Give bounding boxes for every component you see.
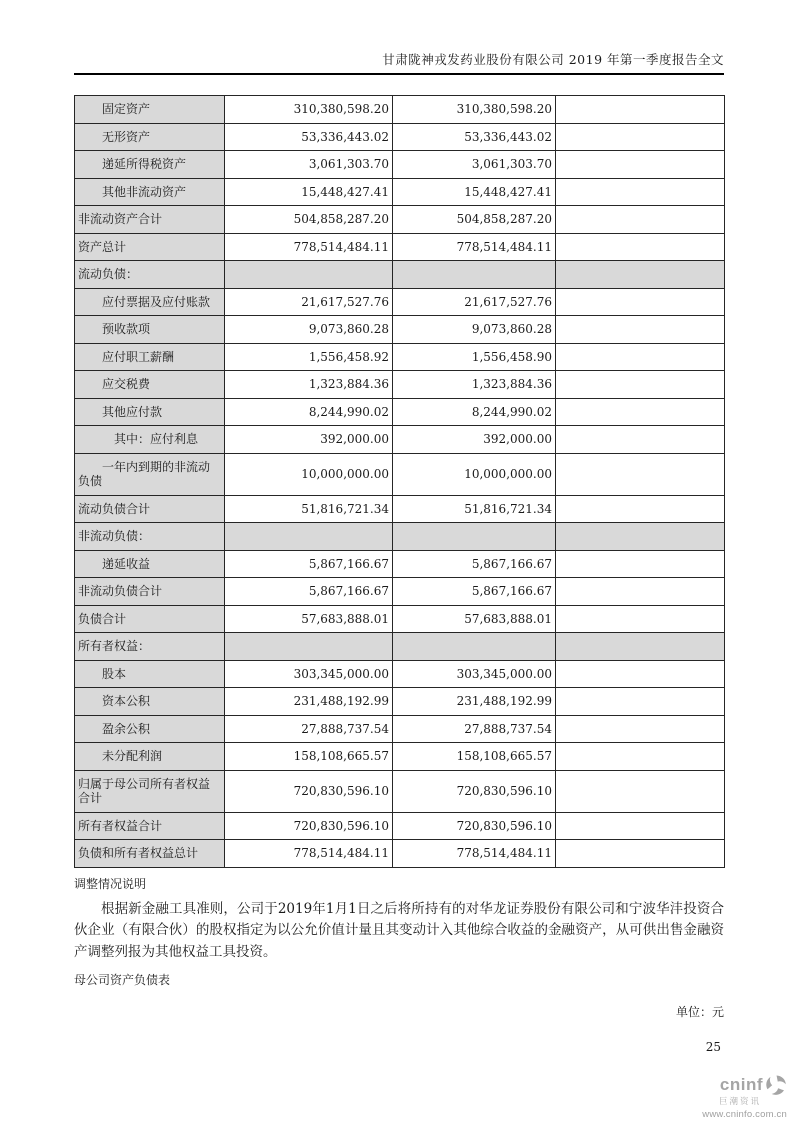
cninfo-logo — [677, 1074, 787, 1120]
value-cell: 3,061,303.70 — [225, 151, 393, 179]
row-label: 固定资产 — [75, 96, 225, 124]
value-cell: 392,000.00 — [393, 426, 556, 454]
value-cell: 778,514,484.11 — [393, 840, 556, 868]
value-cell — [225, 523, 393, 551]
value-cell — [556, 495, 725, 523]
page-number: 25 — [705, 1040, 721, 1054]
value-cell: 231,488,192.99 — [225, 688, 393, 716]
value-cell: 158,108,665.57 — [225, 743, 393, 771]
value-cell: 504,858,287.20 — [393, 206, 556, 234]
row-label: 非流动负债合计 — [75, 578, 225, 606]
value-cell: 9,073,860.28 — [393, 316, 556, 344]
value-cell: 778,514,484.11 — [225, 233, 393, 261]
adjustment-note-title: 调整情况说明 — [74, 876, 147, 891]
row-label: 股本 — [75, 660, 225, 688]
value-cell: 57,683,888.01 — [225, 605, 393, 633]
value-cell: 720,830,596.10 — [393, 770, 556, 812]
value-cell — [556, 261, 725, 289]
row-label: 流动负债合计 — [75, 495, 225, 523]
balance-sheet-body — [75, 96, 725, 868]
row-label: 归属于母公司所有者权益合计 — [75, 770, 225, 812]
table-row — [75, 660, 725, 688]
row-label: 盈余公积 — [75, 715, 225, 743]
table-row — [75, 233, 725, 261]
table-row — [75, 605, 725, 633]
table-row — [75, 398, 725, 426]
table-row — [75, 178, 725, 206]
value-cell: 5,867,166.67 — [393, 550, 556, 578]
row-label: 流动负债： — [75, 261, 225, 289]
balance-sheet-table — [74, 95, 725, 868]
table-row — [75, 288, 725, 316]
value-cell: 8,244,990.02 — [225, 398, 393, 426]
value-cell: 392,000.00 — [225, 426, 393, 454]
table-row — [75, 206, 725, 234]
table-row — [75, 770, 725, 812]
value-cell — [556, 178, 725, 206]
row-label: 应交税费 — [75, 371, 225, 399]
value-cell — [225, 261, 393, 289]
value-cell: 1,556,458.92 — [225, 343, 393, 371]
value-cell: 21,617,527.76 — [225, 288, 393, 316]
table-row — [75, 123, 725, 151]
value-cell — [556, 398, 725, 426]
value-cell: 27,888,737.54 — [225, 715, 393, 743]
table-row — [75, 96, 725, 124]
section-row — [75, 261, 725, 289]
value-cell: 504,858,287.20 — [225, 206, 393, 234]
value-cell: 1,323,884.36 — [225, 371, 393, 399]
table-row — [75, 343, 725, 371]
row-label: 预收款项 — [75, 316, 225, 344]
value-cell: 778,514,484.11 — [393, 233, 556, 261]
value-cell: 720,830,596.10 — [393, 812, 556, 840]
adjustment-paragraph: 根据新金融工具准则，公司于2019年1月1日之后将所持有的对华龙证券股份有限公司和宁波华沣投资合伙企业（有限合伙）的股权指定为以公允价值计量且其变动计入其他综合收益的金融资产，从可供出售金融资产调整列报为其他权益工具投资。 — [74, 900, 724, 960]
value-cell: 303,345,000.00 — [225, 660, 393, 688]
value-cell: 3,061,303.70 — [393, 151, 556, 179]
value-cell — [556, 660, 725, 688]
value-cell — [556, 96, 725, 124]
value-cell — [556, 288, 725, 316]
value-cell: 231,488,192.99 — [393, 688, 556, 716]
value-cell: 21,617,527.76 — [393, 288, 556, 316]
value-cell — [556, 715, 725, 743]
value-cell: 10,000,000.00 — [393, 453, 556, 495]
report-header-title: 甘肃陇神戎发药业股份有限公司 2019 年第一季度报告全文 — [382, 52, 724, 67]
value-cell: 720,830,596.10 — [225, 812, 393, 840]
table-row — [75, 316, 725, 344]
value-cell: 310,380,598.20 — [393, 96, 556, 124]
row-label: 无形资产 — [75, 123, 225, 151]
row-label: 负债合计 — [75, 605, 225, 633]
row-label: 其中：应付利息 — [75, 426, 225, 454]
value-cell: 5,867,166.67 — [393, 578, 556, 606]
value-cell: 9,073,860.28 — [225, 316, 393, 344]
unit-label: 单位：元 — [675, 1005, 724, 1019]
value-cell — [556, 151, 725, 179]
value-cell — [556, 633, 725, 661]
row-label: 非流动资产合计 — [75, 206, 225, 234]
value-cell — [556, 550, 725, 578]
value-cell — [556, 426, 725, 454]
value-cell — [393, 633, 556, 661]
row-label: 资本公积 — [75, 688, 225, 716]
row-label: 一年内到期的非流动负债 — [75, 453, 225, 495]
value-cell — [556, 206, 725, 234]
value-cell — [556, 123, 725, 151]
value-cell — [556, 233, 725, 261]
table-row — [75, 688, 725, 716]
row-label: 应付职工薪酬 — [75, 343, 225, 371]
row-label: 资产总计 — [75, 233, 225, 261]
table-row — [75, 495, 725, 523]
value-cell: 51,816,721.34 — [393, 495, 556, 523]
row-label: 非流动负债： — [75, 523, 225, 551]
table-row — [75, 578, 725, 606]
value-cell — [556, 371, 725, 399]
table-row — [75, 743, 725, 771]
value-cell: 778,514,484.11 — [225, 840, 393, 868]
cninfo-logo-text: cninf — [719, 1075, 763, 1094]
value-cell — [393, 261, 556, 289]
row-label: 其他非流动资产 — [75, 178, 225, 206]
page-header — [74, 0, 724, 75]
value-cell — [556, 578, 725, 606]
row-label: 所有者权益： — [75, 633, 225, 661]
row-label: 负债和所有者权益总计 — [75, 840, 225, 868]
table-row — [75, 840, 725, 868]
value-cell — [556, 605, 725, 633]
value-cell: 720,830,596.10 — [225, 770, 393, 812]
row-label: 其他应付款 — [75, 398, 225, 426]
value-cell — [556, 688, 725, 716]
value-cell — [556, 523, 725, 551]
header-divider — [74, 73, 724, 75]
value-cell: 158,108,665.57 — [393, 743, 556, 771]
value-cell: 8,244,990.02 — [393, 398, 556, 426]
row-label: 未分配利润 — [75, 743, 225, 771]
value-cell: 310,380,598.20 — [225, 96, 393, 124]
value-cell: 10,000,000.00 — [225, 453, 393, 495]
value-cell — [556, 743, 725, 771]
value-cell: 27,888,737.54 — [393, 715, 556, 743]
row-label: 所有者权益合计 — [75, 812, 225, 840]
value-cell — [556, 770, 725, 812]
value-cell: 1,556,458.90 — [393, 343, 556, 371]
value-cell: 15,448,427.41 — [225, 178, 393, 206]
table-row — [75, 715, 725, 743]
section-row — [75, 633, 725, 661]
swirl-icon — [765, 1074, 787, 1096]
section-row — [75, 523, 725, 551]
page-content — [74, 0, 724, 1020]
value-cell: 53,336,443.02 — [225, 123, 393, 151]
cninfo-logo-url: www.cninfo.com.cn — [702, 1109, 787, 1120]
value-cell — [556, 316, 725, 344]
value-cell: 5,867,166.67 — [225, 550, 393, 578]
value-cell — [393, 523, 556, 551]
value-cell: 53,336,443.02 — [393, 123, 556, 151]
value-cell: 1,323,884.36 — [393, 371, 556, 399]
value-cell — [556, 453, 725, 495]
row-label: 递延收益 — [75, 550, 225, 578]
value-cell — [556, 343, 725, 371]
statement-title: 母公司资产负债表 — [74, 973, 171, 987]
value-cell: 5,867,166.67 — [225, 578, 393, 606]
row-label: 应付票据及应付账款 — [75, 288, 225, 316]
table-row — [75, 426, 725, 454]
table-row — [75, 151, 725, 179]
value-cell — [556, 812, 725, 840]
value-cell: 57,683,888.01 — [393, 605, 556, 633]
value-cell — [556, 840, 725, 868]
cninfo-logo-top — [677, 1074, 787, 1096]
value-cell: 15,448,427.41 — [393, 178, 556, 206]
table-row — [75, 550, 725, 578]
table-row — [75, 453, 725, 495]
value-cell — [225, 633, 393, 661]
cninfo-logo-subtext: 巨潮资讯 — [718, 1096, 761, 1106]
table-row — [75, 371, 725, 399]
table-row — [75, 812, 725, 840]
row-label: 递延所得税资产 — [75, 151, 225, 179]
value-cell: 51,816,721.34 — [225, 495, 393, 523]
value-cell: 303,345,000.00 — [393, 660, 556, 688]
